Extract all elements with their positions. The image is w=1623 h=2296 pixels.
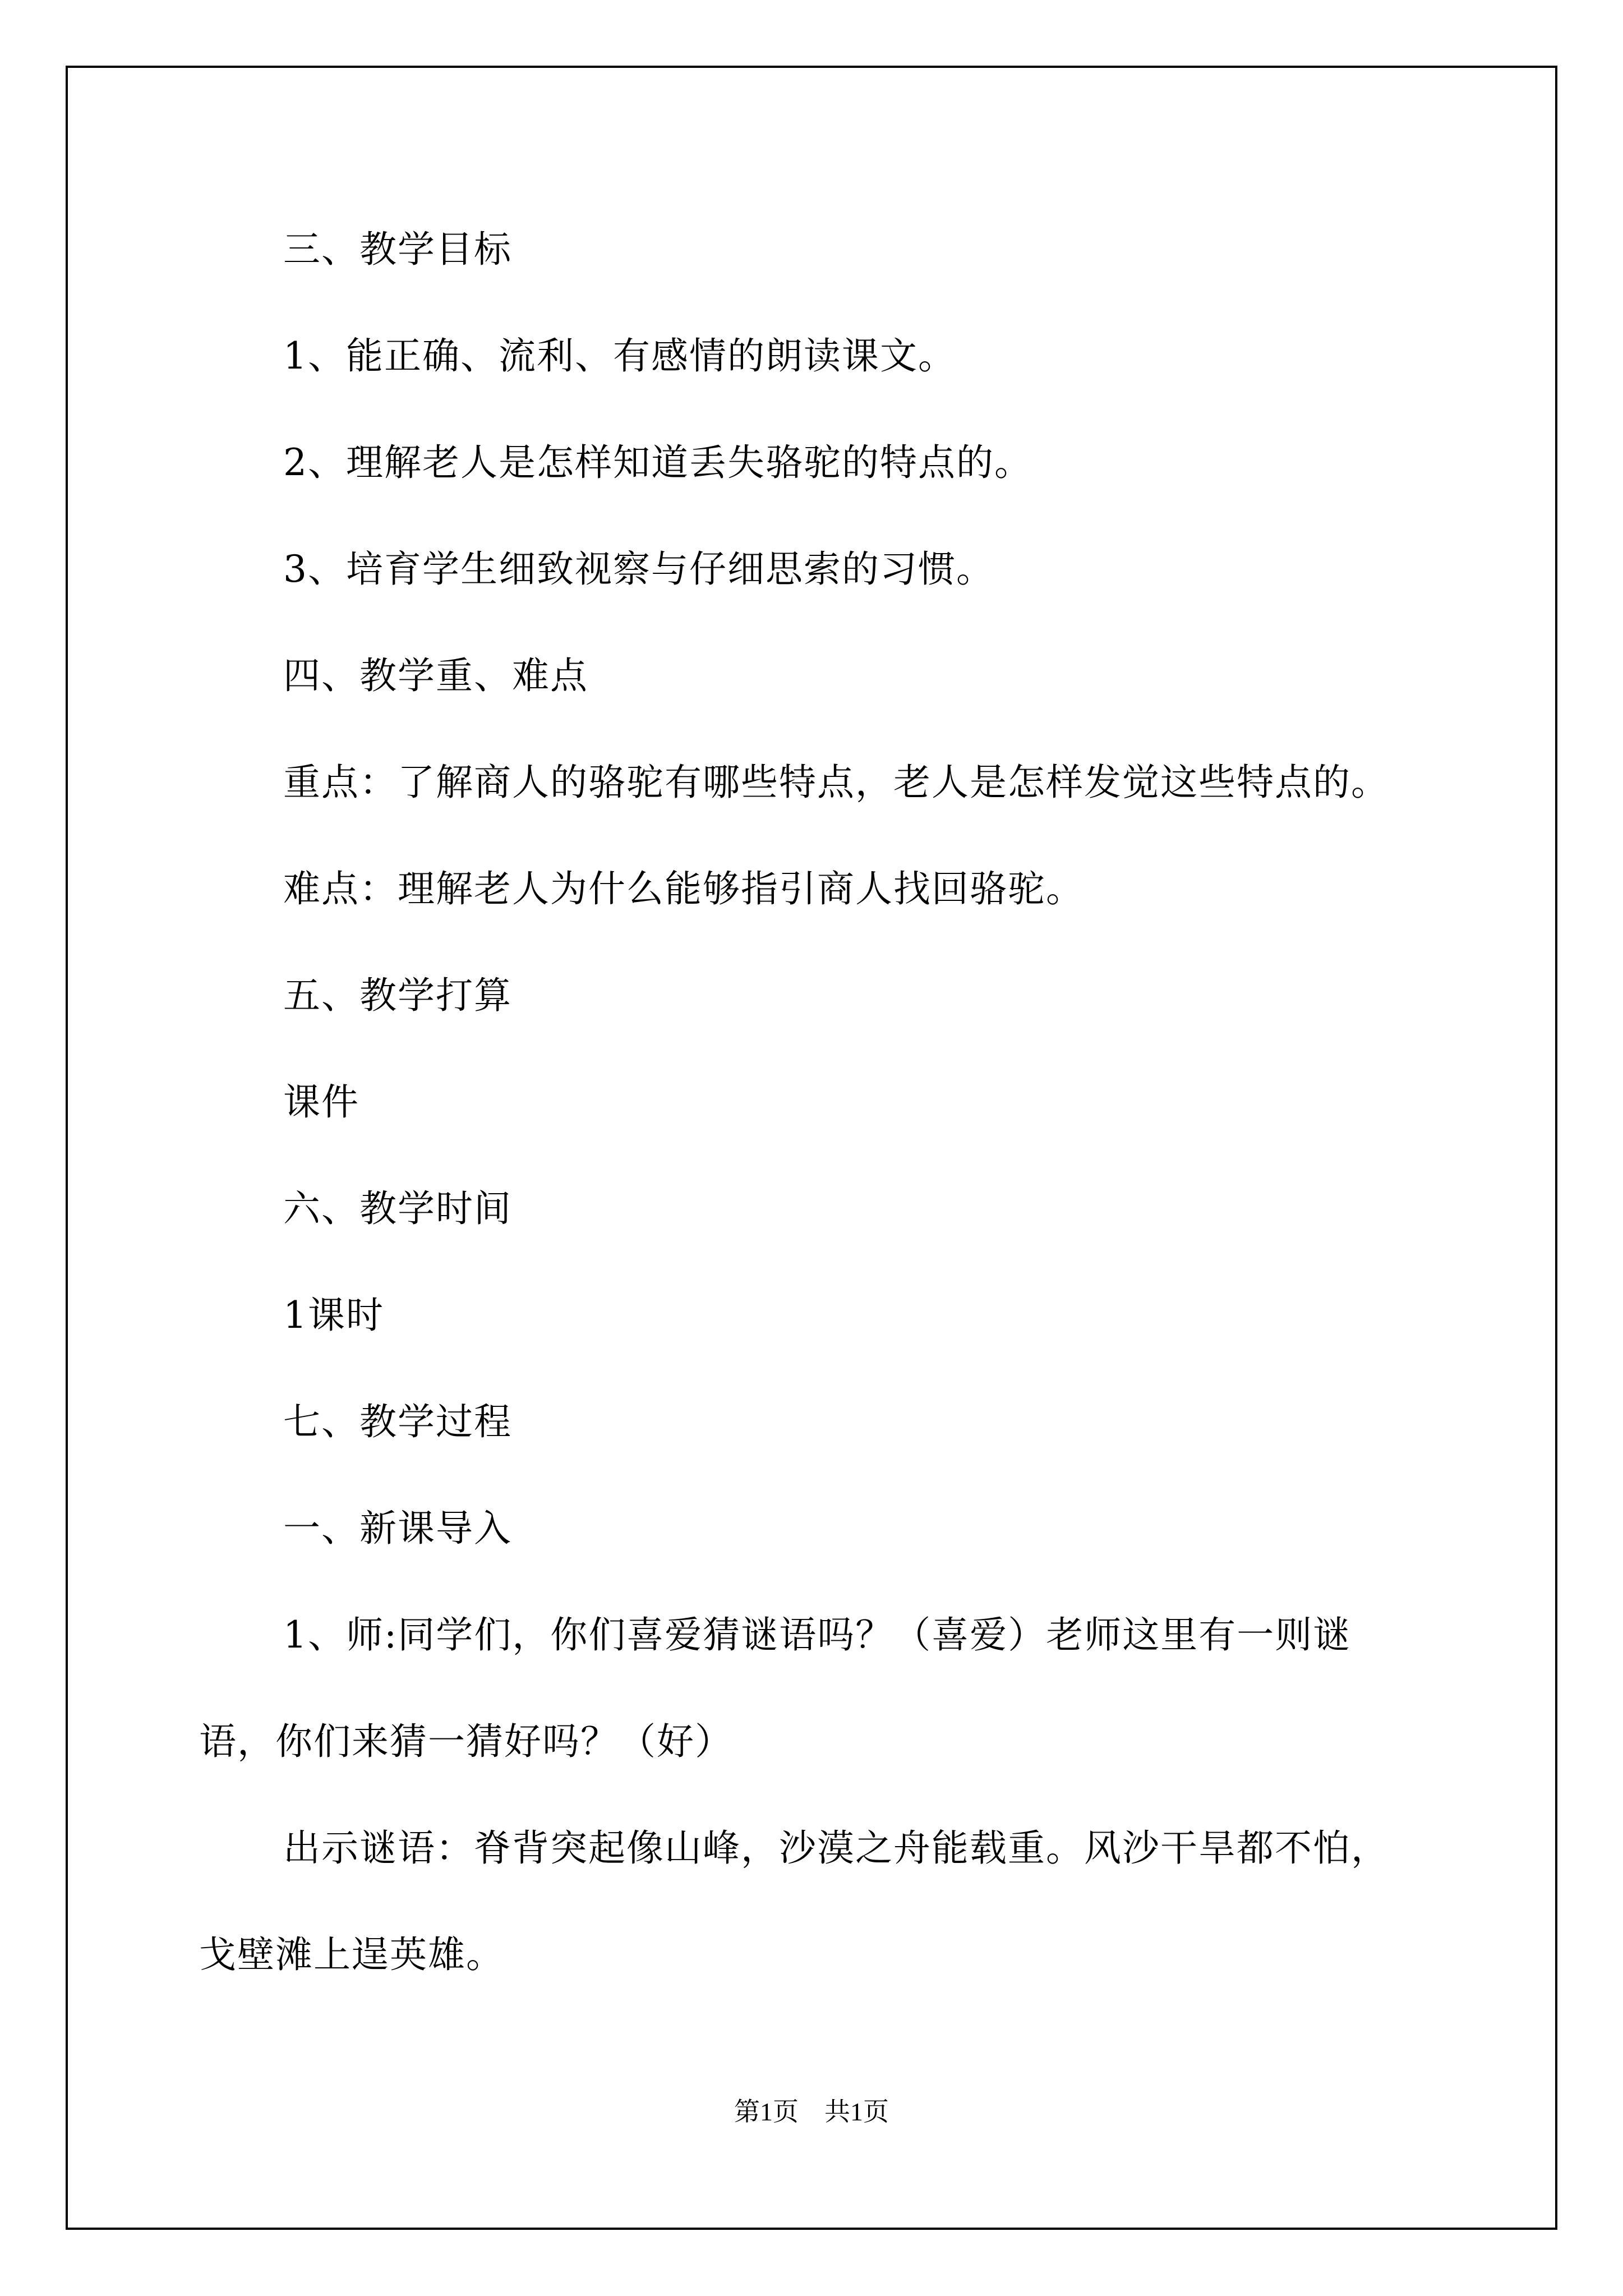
intro-paragraph-line-2: 语，你们来猜一猜好吗？（好） — [199, 1720, 733, 1763]
riddle-paragraph-line-1: 出示谜语：脊背突起像山峰，沙漠之舟能载重。风沙干旱都不怕， — [283, 1826, 1389, 1870]
preparation-text: 课件 — [283, 1080, 359, 1124]
heading-teaching-goals: 三、教学目标 — [283, 228, 512, 271]
teaching-time-text: 1课时 — [283, 1294, 384, 1337]
page-number-footer — [0, 2095, 1623, 2129]
heading-teaching-time: 六、教学时间 — [283, 1187, 512, 1230]
page-number-text: 第1页 共1页 — [734, 2097, 889, 2126]
heading-key-difficult-points: 四、教学重、难点 — [283, 654, 588, 697]
goal-item-1: 1、能正确、流利、有感情的朗读课文。 — [283, 334, 956, 378]
key-point-text: 重点：了解商人的骆驼有哪些特点，老人是怎样发觉这些特点的。 — [283, 761, 1389, 804]
intro-paragraph-line-1: 1、师:同学们，你们喜爱猜谜语吗？（喜爱）老师这里有一则谜 — [283, 1613, 1352, 1657]
difficult-point-text: 难点：理解老人为什么能够指引商人找回骆驼。 — [283, 867, 1084, 910]
riddle-paragraph-line-2: 戈壁滩上逞英雄。 — [199, 1933, 504, 1976]
heading-new-lesson-intro: 一、新课导入 — [283, 1507, 512, 1550]
heading-teaching-preparation: 五、教学打算 — [283, 974, 512, 1017]
heading-teaching-process: 七、教学过程 — [283, 1400, 512, 1443]
goal-item-2: 2、理解老人是怎样知道丢失骆驼的特点的。 — [283, 441, 1032, 484]
goal-item-3: 3、培育学生细致视察与仔细思索的习惯。 — [283, 547, 994, 591]
page-border — [66, 66, 1557, 2230]
